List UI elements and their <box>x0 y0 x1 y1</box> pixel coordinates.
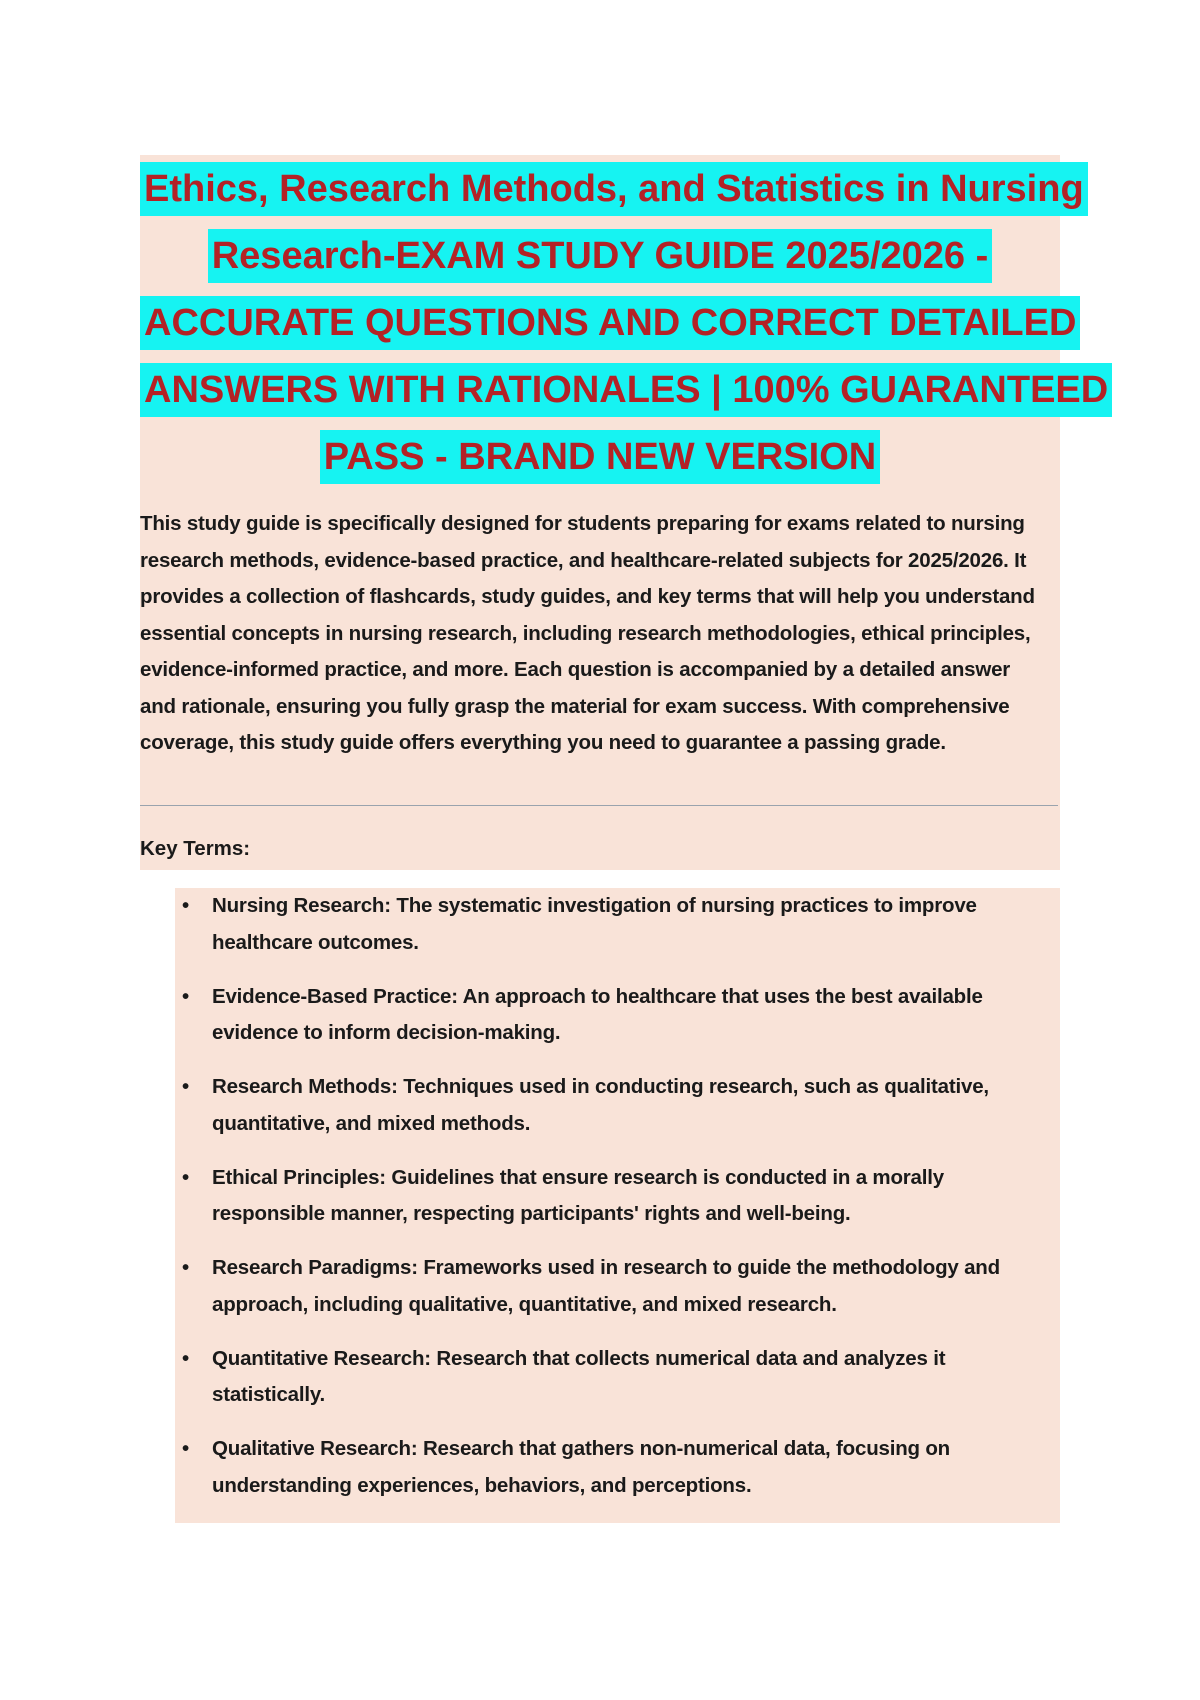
term-line: understanding experiences, behaviors, and perceptions. <box>212 1473 752 1497</box>
bullet-icon: • <box>182 1346 189 1370</box>
intro-line: This study guide is specifically designed for students preparing for exams related to nursing <box>140 512 1025 535</box>
term-line: Research Methods: Techniques used in conducting research, such as qualitative, <box>212 1075 989 1098</box>
term-line: Research Paradigms: Frameworks used in research to guide the methodology and <box>212 1256 1000 1279</box>
intro-paragraph <box>140 506 1060 762</box>
intro-line: evidence-informed practice, and more. Each question is accompanied by a detailed answer <box>140 658 1011 681</box>
list-item <box>175 888 1060 979</box>
bullet-icon: • <box>182 1165 189 1189</box>
term-line: evidence to inform decision-making. <box>212 1021 561 1044</box>
intro-line: provides a collection of flashcards, study guides, and key terms that will help you understand <box>140 585 1035 608</box>
term-line: Nursing Research: The systematic investigation of nursing practices to improve <box>212 894 977 917</box>
term-line: Ethical Principles: Guidelines that ensure research is conducted in a morally <box>212 1165 944 1189</box>
term-text <box>212 1341 1032 1414</box>
key-terms-heading: Key Terms: <box>140 837 251 860</box>
term-text <box>212 1431 1032 1504</box>
term-line: Quantitative Research: Research that collects numerical data and analyzes it <box>212 1346 946 1370</box>
title-line: Ethics, Research Methods, and Statistics in Nursing <box>140 162 1088 216</box>
term-line: Qualitative Research: Research that gathers non-numerical data, focusing on <box>212 1437 950 1460</box>
bullet-icon: • <box>182 1256 189 1279</box>
term-text <box>212 888 1032 961</box>
term-line: statistically. <box>212 1383 326 1406</box>
title-line: ACCURATE QUESTIONS AND CORRECT DETAILED <box>140 296 1080 350</box>
term-line: quantitative, and mixed methods. <box>212 1111 531 1135</box>
bullet-icon: • <box>182 1437 189 1460</box>
intro-line: research methods, evidence-based practice, and healthcare-related subjects for 2025/2026. It <box>140 548 1027 572</box>
term-line: responsible manner, respecting participants' rights and well-being. <box>212 1202 851 1225</box>
intro-line: essential concepts in nursing research, including research methodologies, ethical principles, <box>140 621 1031 645</box>
title-line: ANSWERS WITH RATIONALES | 100% GUARANTEED <box>140 363 1112 417</box>
term-line: approach, including qualitative, quantitative, and mixed research. <box>212 1292 837 1316</box>
intro-line: and rationale, ensuring you fully grasp the material for exam success. With comprehensive <box>140 694 1010 718</box>
term-text <box>212 1250 1032 1323</box>
bullet-icon: • <box>182 984 189 1008</box>
list-item <box>175 979 1060 1070</box>
term-text <box>212 1069 1032 1142</box>
list-item <box>175 1431 1060 1522</box>
term-text <box>212 1160 1032 1233</box>
bullet-icon: • <box>182 894 189 917</box>
list-item <box>175 1160 1060 1251</box>
list-item <box>175 1250 1060 1341</box>
term-line: Evidence-Based Practice: An approach to healthcare that uses the best available <box>212 984 983 1008</box>
section-divider <box>140 805 1058 806</box>
list-item <box>175 1341 1060 1432</box>
intro-line: coverage, this study guide offers everything you need to guarantee a passing grade. <box>140 731 946 754</box>
term-text <box>212 979 1032 1052</box>
document-title <box>140 160 1109 495</box>
title-line: Research-EXAM STUDY GUIDE 2025/2026 - <box>208 229 993 283</box>
bullet-icon: • <box>182 1075 189 1098</box>
list-item <box>175 1069 1060 1160</box>
title-line: PASS - BRAND NEW VERSION <box>320 430 880 484</box>
key-terms-list <box>175 888 1060 1522</box>
term-line: healthcare outcomes. <box>212 930 419 954</box>
